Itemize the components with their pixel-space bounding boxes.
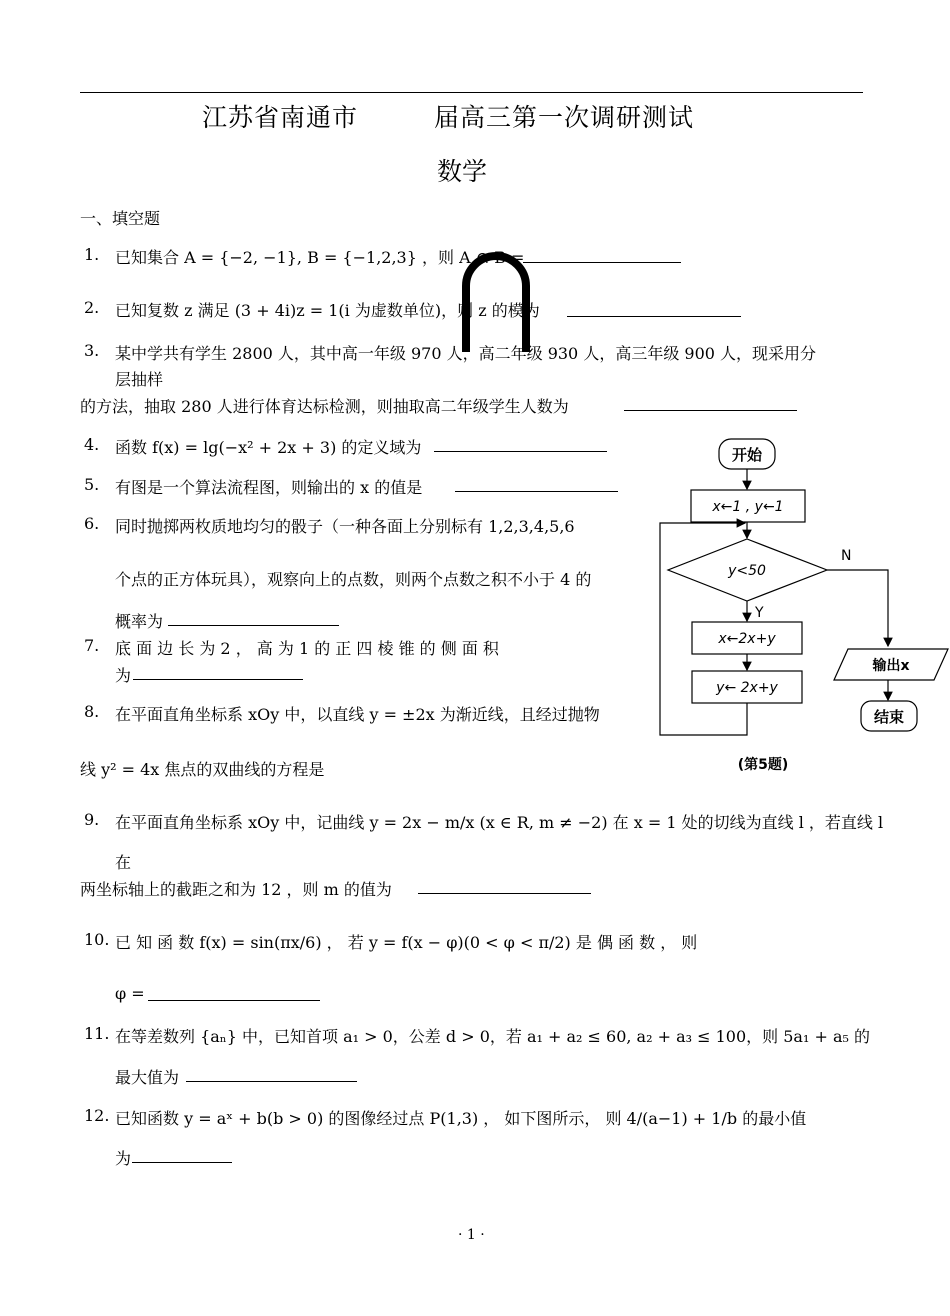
q1-text: 已知集合 A = {−2, −1}, B = {−1,2,3} ，则 A ∩ B = — [115, 248, 525, 267]
q6-line2: 个点的正方体玩具），观察向上的点数，则两个点数之积不小于 4 的 — [115, 570, 592, 589]
q2-text: 已知复数 z 满足 (3 + 4i)z = 1(i 为虚数单位)，则 z 的模为 — [115, 301, 540, 320]
q7-answer-blank[interactable] — [133, 665, 303, 680]
q11-number: 11. — [84, 1024, 110, 1043]
q6-line3: 概率为 — [115, 612, 164, 631]
q5-number: 5. — [84, 475, 100, 494]
q10-number: 10. — [84, 930, 110, 949]
subject-title: 数学 — [437, 157, 488, 186]
flow-no-label: N — [841, 548, 852, 564]
q3-line2: 层抽样 — [115, 370, 164, 389]
q12-line2: 为 — [115, 1149, 132, 1168]
q7-line2: 为 — [115, 666, 132, 685]
q10-line2: φ = — [115, 984, 145, 1003]
q5-answer-blank[interactable] — [455, 477, 618, 492]
q3-number: 3. — [84, 341, 100, 360]
q9-line1: 在平面直角坐标系 xOy 中，记曲线 y = 2x − m/x (x ∈ R, m ≠ −2) 在 x = 1 处的切线为直线 l ，若直线 l — [115, 813, 884, 832]
q1-number: 1. — [84, 245, 100, 264]
q6-number: 6. — [84, 514, 100, 533]
q3-answer-blank[interactable] — [624, 396, 797, 411]
section-heading: 一、填空题 — [80, 209, 161, 228]
q5-text: 有图是一个算法流程图，则输出的 x 的值是 — [115, 478, 423, 497]
q4-answer-blank[interactable] — [434, 437, 607, 452]
title-right: 届高三第一次调研测试 — [434, 103, 695, 132]
flow-init-label: x←1 , y←1 — [712, 499, 784, 515]
q8-line1: 在平面直角坐标系 xOy 中，以直线 y = ±2x 为渐近线，且经过抛物 — [115, 705, 600, 724]
flow-caption: (第5题) — [737, 757, 789, 773]
flow-step1-label: x←2x+y — [718, 631, 776, 647]
q9-line3: 两坐标轴上的截距之和为 12 ，则 m 的值为 — [80, 880, 392, 899]
flow-step2-label: y← 2x+y — [716, 680, 778, 696]
q2-answer-blank[interactable] — [567, 302, 741, 317]
flow-end-label: 结束 — [873, 708, 905, 726]
q6-answer-blank[interactable] — [168, 611, 339, 626]
page-number: · 1 · — [458, 1227, 485, 1243]
q1-answer-blank[interactable] — [523, 248, 681, 263]
flowchart — [655, 436, 950, 781]
q4-text: 函数 f(x) = lg(−x² + 2x + 3) 的定义域为 — [115, 438, 422, 457]
q11-line1: 在等差数列 {aₙ} 中，已知首项 a₁ > 0，公差 d > 0，若 a₁ + a₂ ≤ 60, a₂ + a₃ ≤ 100，则 5a₁ + a₅ 的 — [115, 1027, 870, 1046]
title-left: 江苏省南通市 — [202, 103, 359, 132]
q8-line2: 线 y² = 4x 焦点的双曲线的方程是 — [80, 760, 325, 779]
q3-line3: 的方法，抽取 280 人进行体育达标检测，则抽取高二年级学生人数为 — [80, 397, 569, 416]
q12-number: 12. — [84, 1106, 110, 1125]
q12-line1: 已知函数 y = aˣ + b(b > 0) 的图像经过点 P(1,3) ， 如下图所示， 则 4/(a−1) + 1/b 的最小值 — [115, 1109, 807, 1128]
q8-number: 8. — [84, 702, 100, 721]
flow-condition-label: y<50 — [728, 563, 766, 579]
flow-output-label: 输出x — [872, 658, 910, 674]
q11-answer-blank[interactable] — [186, 1067, 357, 1082]
q2-number: 2. — [84, 298, 100, 317]
q10-line1: 已 知 函 数 f(x) = sin(πx/6) ， 若 y = f(x − φ)(0 < φ < π/2) 是 偶 函 数 ， 则 — [115, 933, 698, 952]
q9-answer-blank[interactable] — [418, 879, 591, 894]
q3-line1: 某中学共有学生 2800 人，其中高一年级 970 人，高二年级 930 人，高三年级 900 人，现采用分 — [115, 344, 817, 363]
flow-yes-label: Y — [755, 605, 764, 621]
header-rule — [80, 92, 863, 93]
q12-answer-blank[interactable] — [132, 1148, 232, 1163]
q9-line2: 在 — [115, 853, 132, 872]
q9-number: 9. — [84, 810, 100, 829]
flow-start-label: 开始 — [731, 446, 763, 464]
ink-arch-mark — [458, 246, 536, 354]
q11-line2: 最大值为 — [115, 1068, 180, 1087]
q4-number: 4. — [84, 435, 100, 454]
q6-line1: 同时抛掷两枚质地均匀的骰子（一种各面上分别标有 1,2,3,4,5,6 — [115, 517, 575, 536]
q7-number: 7. — [84, 636, 100, 655]
q7-line1: 底 面 边 长 为 2 ， 高 为 1 的 正 四 棱 锥 的 侧 面 积 — [115, 639, 499, 658]
q10-answer-blank[interactable] — [148, 986, 320, 1001]
